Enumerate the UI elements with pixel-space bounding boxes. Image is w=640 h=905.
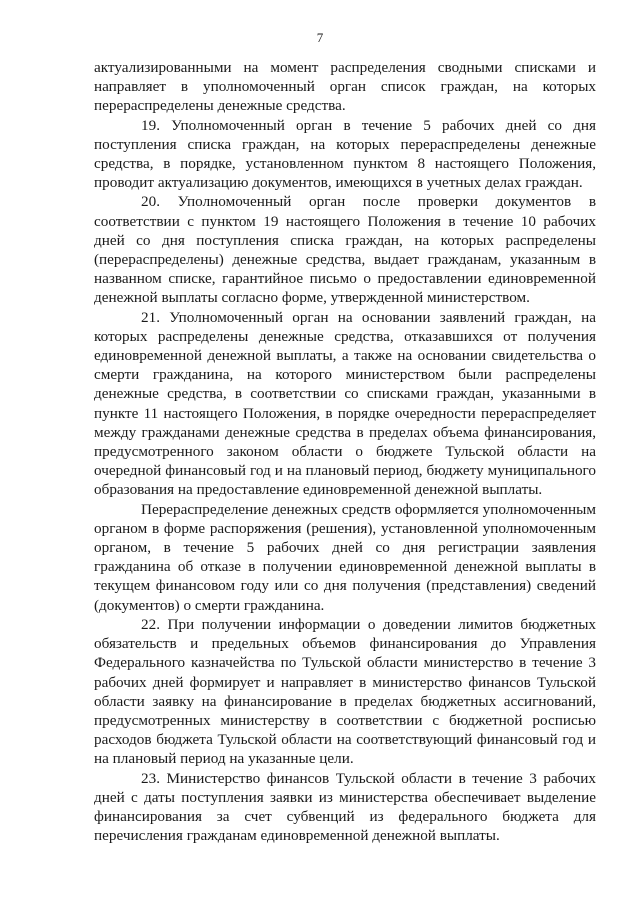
paragraph-item-19: 19. Уполномоченный орган в течение 5 рабочих дней со дня поступления списка граждан, на которых перераспределены денежные средства, в порядке, установленном пунктом 8 настоящего Положения, проводит актуализацию документов, имеющихся в учетных делах граждан. [94,116,596,192]
paragraph-continuation: актуализированными на момент распределения сводными списками и направляет в уполномоченный орган список граждан, на которых перераспределены денежные средства. [94,59,596,115]
paragraph-item-20: 20. Уполномоченный орган после проверки документов в соответствии с пунктом 19 настоящего Положения в течение 10 рабочих дней со дня поступления списка граждан, на которых распределены (перераспределены) денежные средства, выдает гражданам, указанным в названном списке, гарантийное письмо о предоставлении единовременной денежной выплаты согласно форме, утвержденной министерством. [94,193,596,307]
page-number: 7 [316,30,324,45]
paragraph-item-22: 22. При получении информации о доведении лимитов бюджетных обязательств и предельных объемов финансирования до Управления Федерального казначейства по Тульской области министерство в течение 3 рабочих дней формирует и направляет в министерство финансов Тульской области заявку на финансирование в пределах бюджетных ассигнований, предусмотренных министерству в соответствии с бюджетной росписью расходов бюджета Тульской области на соответствующий финансовый год и на плановый период на указанные цели. [94,615,596,768]
paragraph-item-23: 23. Министерство финансов Тульской области в течение 3 рабочих дней с даты поступления заявки из министерства обеспечивает выделение финансирования за счет субвенций из федерального бюджета для перечисления гражданам единовременной денежной выплаты. [94,769,596,845]
document-body [94,58,596,845]
paragraph-item-21-continuation: Перераспределение денежных средств оформляется уполномоченным органом в форме распоряжения (решения), установленной уполномоченным органом, в течение 5 рабочих дней со дня регистрации заявления гражданина об отказе в получении единовременной денежной выплаты в текущем финансовом году или со дня получения (представления) сведений (документов) о смерти гражданина. [94,500,596,614]
paragraph-item-21: 21. Уполномоченный орган на основании заявлений граждан, на которых распределены денежные средства, отказавшихся от получения единовременной денежной выплаты, а также на основании свидетельства о смерти гражданина, на которого министерством были распределены денежные средства, в соответствии со списками граждан, указанными в пункте 11 настоящего Положения, в порядке очередности перераспределяет между гражданами денежные средства в пределах объема финансирования, предусмотренного законом области о бюджете Тульской области на очередной финансовый год и на плановый период, бюджету муниципального образования на предоставление единовременной денежной выплаты. [94,308,596,499]
